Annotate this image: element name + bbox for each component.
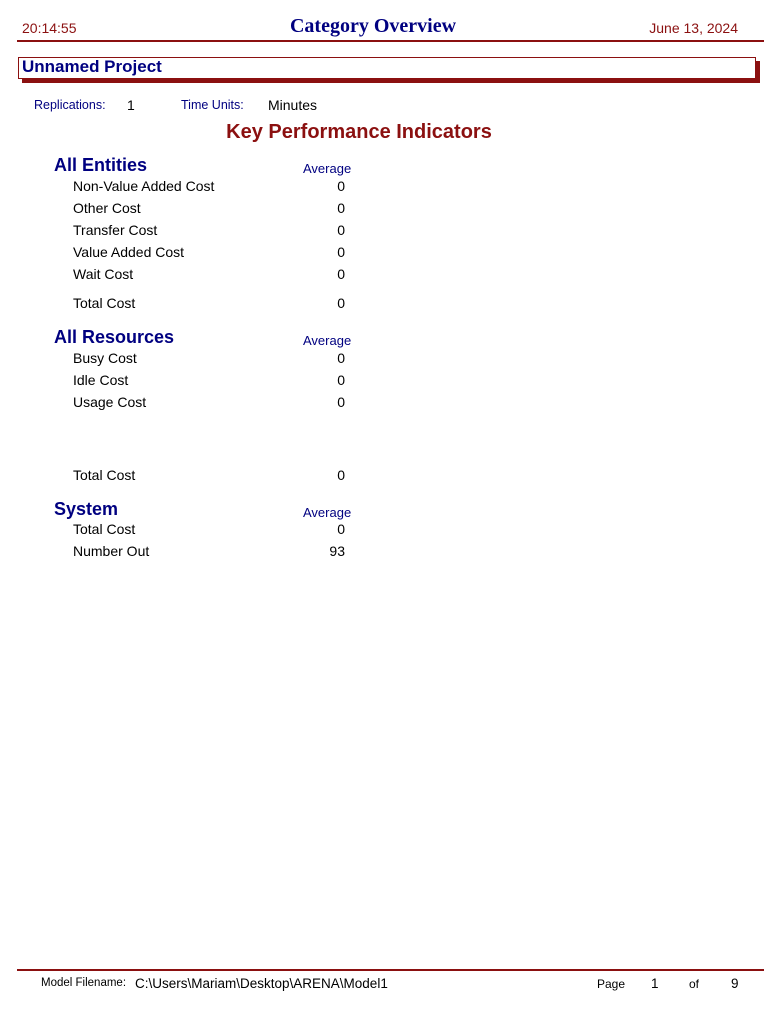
row-value: 0 — [337, 372, 345, 388]
project-banner — [18, 57, 756, 79]
row-label: Usage Cost — [73, 394, 147, 410]
row-label: Busy Cost — [73, 350, 137, 366]
total-value: 0 — [337, 467, 345, 483]
row-value: 0 — [337, 222, 345, 238]
total-value: 0 — [337, 295, 345, 311]
row-value: 0 — [337, 394, 345, 410]
row-value: 0 — [337, 521, 345, 537]
column-header-average: Average — [303, 333, 352, 348]
page-label: Page — [597, 977, 626, 991]
row-label: Total Cost — [73, 521, 136, 537]
row-label: Non-Value Added Cost — [73, 178, 215, 194]
row-value: 0 — [337, 266, 345, 282]
row-label: Transfer Cost — [73, 222, 158, 238]
row-label: Value Added Cost — [73, 244, 185, 260]
row-value: 0 — [337, 178, 345, 194]
row-label: Wait Cost — [73, 266, 134, 282]
replications-label: Replications: — [34, 98, 106, 112]
row-label: Idle Cost — [73, 372, 129, 388]
kpi-title: Key Performance Indicators — [226, 121, 492, 143]
column-header-average: Average — [303, 161, 352, 176]
model-filename: C:\Users\Mariam\Desktop\ARENA\Model1 — [135, 976, 388, 991]
page-number: 1 — [651, 976, 659, 991]
header-divider — [17, 40, 764, 42]
row-value: 0 — [337, 244, 345, 260]
time-units-value: Minutes — [268, 97, 318, 113]
report-title: Category Overview — [289, 15, 457, 37]
row-value: 0 — [337, 350, 345, 366]
row-value: 93 — [329, 543, 345, 559]
section-title-entities: All Entities — [54, 155, 148, 175]
section-title-resources: All Resources — [54, 327, 175, 347]
row-label: Number Out — [73, 543, 150, 559]
row-label: Other Cost — [73, 200, 141, 216]
time-units-label: Time Units: — [181, 98, 244, 112]
replications-value: 1 — [127, 97, 135, 113]
page-of-label: of — [689, 977, 700, 991]
report-time: 20:14:55 — [22, 20, 77, 36]
project-name: Unnamed Project — [22, 57, 162, 76]
total-label: Total Cost — [73, 295, 136, 311]
section-title-system: System — [54, 499, 119, 519]
total-label: Total Cost — [73, 467, 136, 483]
column-header-average: Average — [303, 505, 352, 520]
page-total: 9 — [731, 976, 739, 991]
report-date: June 13, 2024 — [649, 20, 738, 36]
row-value: 0 — [337, 200, 345, 216]
model-filename-label: Model Filename: — [41, 977, 127, 989]
footer-divider — [17, 969, 764, 971]
